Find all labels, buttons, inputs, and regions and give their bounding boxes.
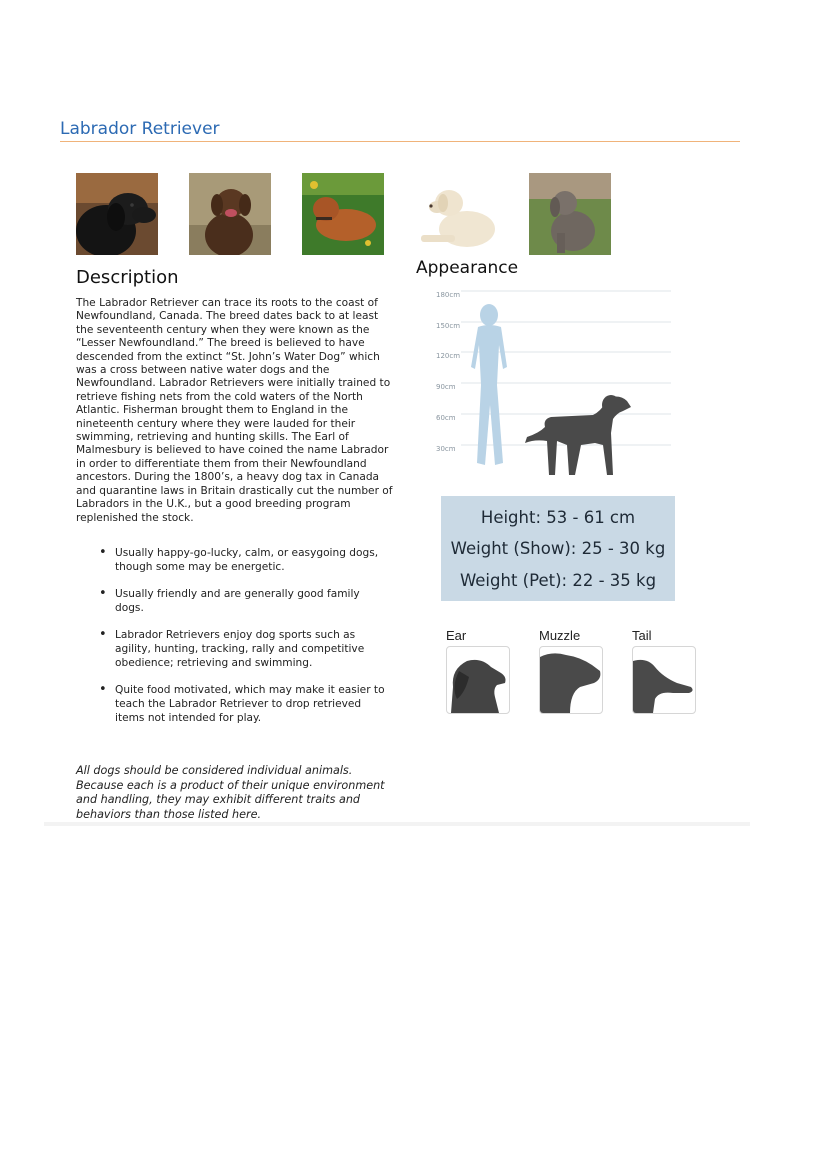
footer-shade — [44, 822, 750, 826]
height-stat: Height: 53 - 61 cm — [480, 508, 636, 527]
page-title: Labrador Retriever — [60, 119, 220, 139]
ear-label: Ear — [446, 628, 467, 643]
height-comparison-chart — [415, 285, 675, 475]
scale-label: 30cm — [436, 445, 456, 453]
weight-show-stat: Weight (Show): 25 - 30 kg — [450, 539, 666, 558]
red-lab-photo — [302, 173, 384, 255]
list-item: • Usually friendly and are generally good family dogs. — [95, 587, 385, 615]
list-item: • Quite food motivated, which may make it easier to teach the Labrador Retriever to drop retrieved items not intended for play. — [95, 683, 385, 725]
disclaimer-note: All dogs should be considered individual animals. Because each is a product of their unique environment and handling, they may exhibit different traits and behaviors than those listed here. — [76, 764, 385, 821]
title-divider — [60, 141, 740, 142]
human-silhouette — [471, 304, 507, 465]
scale-label: 120cm — [436, 352, 461, 360]
chocolate-lab-photo — [189, 173, 271, 255]
size-stats-panel — [441, 496, 675, 601]
silver-lab-photo — [529, 173, 611, 255]
scale-label: 90cm — [436, 383, 456, 391]
list-item: • Usually happy-go-lucky, calm, or easygoing dogs, though some may be energetic. — [95, 546, 385, 574]
tail-label: Tail — [632, 628, 652, 643]
ear-icon — [446, 646, 510, 714]
muzzle-icon — [539, 646, 603, 714]
list-item: • Labrador Retrievers enjoy dog sports such as agility, hunting, tracking, rally and competitive obedience; retrieving and swimming. — [95, 628, 385, 670]
weight-pet-stat: Weight (Pet): 22 - 35 kg — [459, 571, 657, 590]
black-lab-photo — [76, 173, 158, 255]
description-heading: Description — [76, 267, 179, 288]
appearance-heading: Appearance — [416, 258, 519, 278]
description-body: The Labrador Retriever can trace its roots to the coast of Newfoundland, Canada. The breed dates back to at least the seventeenth century when they were known as the “Lesser Newfoundland.” The breed is believed to have descended from the extinct “St. John’s Water Dog” which was a cross between native water dogs and the Newfoundland. Labrador Retrievers were initially trained to retrieve fishing nets from the cold waters of the North Atlantic. Fisherman brought them to England in the nineteenth century where they were lauded for their swimming, retrieving and hunting skills. The Earl of Malmesbury is believed to have coined the name Labrador in order to differentiate them from their Newfoundland ancestors. During the 1800’s, a heavy dog tax in Canada and quarantine laws in Britain drastically cut the number of Labradors in the U.K., but a good breeding program replenished the stock. — [76, 297, 393, 524]
scale-label: 150cm — [436, 322, 461, 330]
dog-silhouette — [525, 395, 631, 475]
scale-label: 180cm — [436, 291, 461, 299]
trait-list — [95, 546, 385, 738]
scale-label: 60cm — [436, 414, 456, 422]
yellow-lab-photo — [415, 173, 497, 255]
muzzle-label: Muzzle — [539, 628, 581, 643]
tail-icon — [632, 646, 696, 714]
